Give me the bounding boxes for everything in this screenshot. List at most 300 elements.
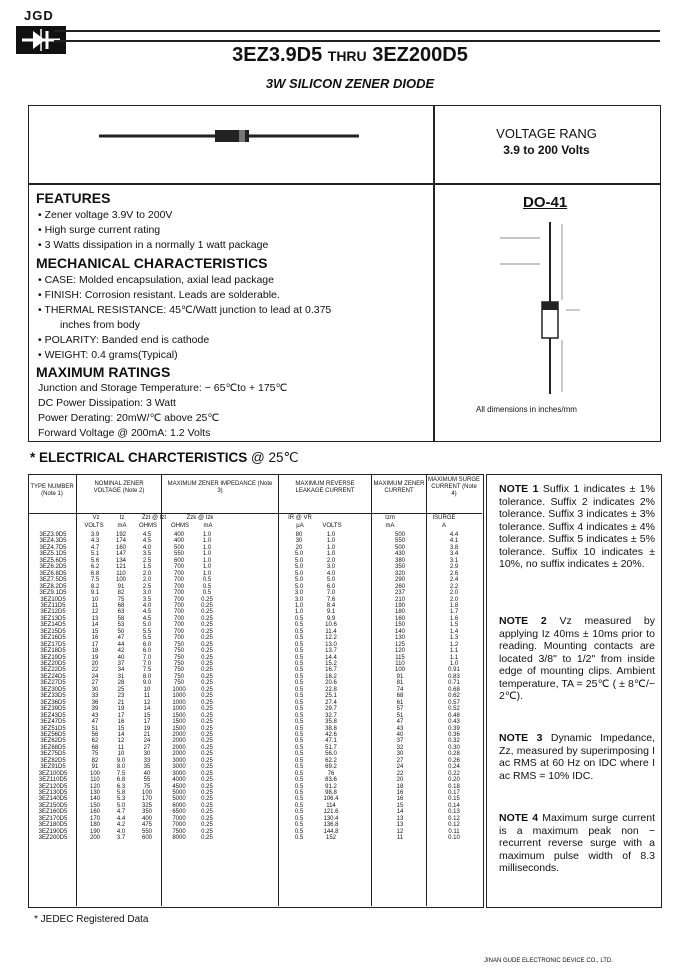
izm-cell: 180 [394,609,405,616]
zzk-cell: 8000 [172,835,186,842]
type-cell: 3EZ11D5 [40,602,66,609]
izm-cell: 24 [396,764,404,771]
iz-cell: 5.3 [116,796,126,803]
vz-cell: 13 [91,615,99,622]
vz-cell: 120 [89,783,100,790]
type-cell: 3EZ170D5 [38,815,68,822]
zzt-cell: 325 [141,802,152,809]
iz-cell: 68 [117,602,125,609]
rating-item: Forward Voltage @ 200mA: 1.2 Volts [38,427,211,439]
izm-cell: 260 [394,583,405,590]
zzt-cell: 2.0 [142,570,152,577]
zzk-cell: 400 [173,538,184,545]
ir-cell: 0.5 [294,725,304,732]
iz-cell: 4.2 [116,822,126,829]
izk-cell: 0.25 [201,699,213,706]
izm-cell: 30 [396,751,404,758]
zzt-cell: 5.5 [142,628,152,635]
type-cell: 3EZ5.6D5 [39,557,67,564]
zzk-cell: 700 [173,622,184,629]
iz-cell: 8.0 [116,764,126,771]
izk-cell: 0.25 [201,731,213,738]
izk-cell: 0.25 [201,667,213,674]
ir-cell: 0.5 [294,699,304,706]
surge-cell: 0.68 [448,686,460,693]
izk-cell: 0.25 [201,751,213,758]
izk-cell: 0.25 [201,706,213,713]
vz-cell: 36 [91,699,99,706]
iz-cell: 10 [117,751,125,758]
surge-cell: 2.2 [449,583,459,590]
iz-cell: 25 [117,686,125,693]
surge-cell: 2.0 [449,590,459,597]
zzk-cell: 6000 [172,802,186,809]
zzk-cell: 550 [173,551,184,558]
vz-cell: 5.1 [90,551,100,558]
surge-cell: 0.71 [448,680,460,687]
zzk-cell: 750 [173,680,184,687]
ir-cell: 0.5 [294,796,304,803]
zzk-cell: 700 [173,635,184,642]
izk-cell: 0.25 [201,815,213,822]
vz-cell: 24 [91,673,99,680]
zzt-cell: 400 [141,815,152,822]
vz-cell: 20 [91,661,99,667]
zzk-cell: 700 [173,570,184,577]
zzt-cell: 30 [143,751,151,758]
vz-cell: 75 [91,751,99,758]
izk-cell: 0.25 [201,744,213,751]
surge-cell: 3.1 [449,557,459,564]
izk-cell: 0.25 [201,790,213,796]
ir-cell: 0.5 [294,731,304,738]
vr-cell: 12.2 [325,635,337,642]
surge-cell: 2.9 [449,564,459,571]
note-label: NOTE 2 [499,615,547,627]
iz-cell: 31 [117,673,125,680]
table-divider [161,474,162,906]
surge-cell: 1.0 [449,661,459,667]
type-cell: 3EZ4.3D5 [39,538,67,545]
vz-cell: 8.2 [90,583,100,590]
vr-cell: 3.0 [326,564,336,571]
izm-cell: 68 [396,693,404,700]
surge-cell: 1.7 [449,609,459,616]
zzt-cell: 7.0 [142,661,152,667]
type-cell: 3EZ8.2D5 [39,583,67,590]
surge-cell: 1.2 [449,641,459,648]
surge-cell: 4.4 [449,532,459,538]
zzt-cell: 3.5 [142,596,152,603]
izk-cell: 1.0 [202,570,212,577]
ir-cell: 0.5 [294,738,304,745]
type-cell: 3EZ110D5 [38,777,68,784]
vz-cell: 11 [91,602,99,609]
note-text: Maximum surge current is a maximum peak non − recurrent reverse surge with a maximum pulse width of 8.3 milliseconds. [499,812,655,874]
izk-cell: 0.25 [201,641,213,648]
vr-cell: 136.8 [323,822,339,829]
surge-cell: 1.3 [449,635,459,642]
izm-cell: 11 [396,835,404,842]
unit-cell: mA [203,523,213,529]
izm-cell: 210 [394,596,405,603]
zzk-cell: 400 [173,532,184,538]
izk-cell: 0.25 [201,673,213,680]
vr-cell: 98.8 [325,790,337,796]
iz-cell: 75 [117,596,125,603]
col-header-leakage: MAXIMUM REVERSE LEAKAGE CURRENT [295,481,355,494]
mechanical-item: inches from body [60,319,140,331]
zzt-cell: 11 [143,693,151,700]
zzt-cell: 15 [143,712,151,719]
izm-cell: 20 [396,777,404,784]
ir-cell: 0.5 [294,615,304,622]
ir-cell: 1.0 [294,602,304,609]
ir-cell: 0.5 [294,628,304,635]
zzk-cell: 1000 [172,706,186,713]
vz-cell: 4.7 [90,544,100,551]
zzt-cell: 4.5 [142,615,152,622]
izm-cell: 81 [396,680,404,687]
col-header-nominal: NOMINAL ZENER VOLTAGE (Note 2) [93,481,145,494]
ir-cell: 5.0 [294,583,304,590]
company-name: JINAN GUDE ELECTRONIC DEVICE CO., LTD. [484,958,613,964]
izm-cell: 43 [396,725,404,732]
zzk-cell: 1500 [172,712,186,719]
voltage-range-title: VOLTAGE RANG [496,126,597,141]
zzk-cell: 1500 [172,725,186,732]
vz-cell: 160 [89,809,100,816]
type-cell: 3EZ10D5 [40,596,66,603]
title-thru: THRU [327,48,367,64]
surge-cell: 0.32 [448,738,460,745]
vz-cell: 16 [91,635,99,642]
vr-cell: 20.6 [325,680,337,687]
type-cell: 3EZ82D5 [40,757,66,764]
vr-cell: 152 [325,835,336,842]
izk-cell: 0.25 [201,822,213,829]
iz-cell: 4.7 [116,809,126,816]
vr-cell: 6.0 [326,583,336,590]
mechanical-item: • POLARITY: Banded end is cathode [38,334,210,346]
zzt-cell: 40 [143,770,151,777]
iz-cell: 82 [117,590,125,597]
izm-cell: 18 [396,783,404,790]
iz-cell: 53 [117,622,125,629]
zzt-cell: 6.0 [142,641,152,648]
izm-cell: 110 [395,661,405,667]
vr-cell: 2.0 [326,557,336,564]
zzt-cell: 21 [143,731,151,738]
vz-cell: 180 [89,822,100,829]
izm-cell: 380 [394,557,405,564]
features-heading: FEATURES [36,190,111,206]
surge-cell: 0.24 [448,764,460,771]
type-cell: 3EZ18D5 [40,648,66,655]
type-cell: 3EZ140D5 [38,796,68,803]
vz-cell: 4.3 [90,538,100,545]
vz-cell: 12 [91,609,99,616]
izm-cell: 57 [396,706,404,713]
iz-cell: 160 [115,544,126,551]
page-subtitle: 3W SILICON ZENER DIODE [265,76,435,91]
surge-cell: 0.10 [448,835,460,842]
type-cell: 3EZ160D5 [38,809,68,816]
ir-cell: 0.5 [294,790,304,796]
vz-cell: 33 [91,693,99,700]
ir-cell: 0.5 [294,622,304,629]
iz-cell: 50 [117,628,125,635]
vz-cell: 56 [91,731,99,738]
zzk-cell: 3000 [172,757,186,764]
vr-cell: 16.7 [325,667,337,674]
izm-cell: 16 [396,796,404,803]
type-cell: 3EZ62D5 [40,738,66,745]
surge-cell: 0.15 [448,796,460,803]
vz-cell: 170 [89,815,100,822]
iz-cell: 147 [115,551,126,558]
zzt-cell: 3.0 [142,590,152,597]
note-label: NOTE 4 [499,812,539,824]
zzk-cell: 750 [173,661,184,667]
package-dimension-note: All dimensions in inches/mm [476,405,577,414]
zzk-cell: 5000 [172,790,186,796]
electrical-heading [30,450,299,466]
iz-cell: 40 [117,654,125,661]
surge-cell: 1.1 [449,648,459,655]
ir-cell: 0.5 [294,764,304,771]
izm-cell: 13 [396,815,404,822]
zzt-cell: 550 [141,828,152,835]
zzk-cell: 2000 [172,738,186,745]
note-1 [499,483,655,571]
zzk-cell: 1000 [172,693,186,700]
ir-cell: 0.5 [294,673,304,680]
zzt-cell: 33 [143,757,151,764]
table-divider [371,474,372,906]
ir-cell: 1.0 [294,609,304,616]
vr-cell: 5.0 [326,577,336,584]
ir-cell: 0.5 [294,635,304,642]
izk-cell: 0.25 [201,783,213,790]
surge-cell: 0.57 [448,699,460,706]
vr-cell: 42.6 [325,731,337,738]
note-text: Vz measured by applying Iz 40ms ± 10ms prior to reading. Mounting contacts are located 3/8" to 1/2" from inside edge of mounting clips. Ambient temperature, TA = 25℃ ( ± 8℃/− 2℃). [499,615,655,702]
zzk-cell: 2000 [172,731,186,738]
iz-cell: 37 [117,661,125,667]
vr-cell: 22.8 [325,686,337,693]
rating-item: DC Power Dissipation: 3 Watt [38,397,176,409]
vz-cell: 47 [91,719,99,726]
note-2 [499,615,655,703]
vz-cell: 19 [91,654,99,661]
ratings-heading: MAXIMUM RATINGS [36,364,171,380]
mechanical-item: • WEIGHT: 0.4 grams(Typical) [38,349,178,361]
unit-cell: VOLTS [322,523,342,529]
izm-cell: 350 [394,564,405,571]
izk-cell: 1.0 [202,532,212,538]
izk-cell: 0.5 [202,590,212,597]
vr-cell: 7.0 [326,590,336,597]
table-header-divider [28,513,482,514]
zzt-cell: 2.5 [142,557,152,564]
vr-cell: 4.0 [326,570,336,577]
type-cell: 3EZ200D5 [38,835,68,842]
izk-cell: 0.25 [201,648,213,655]
table-divider [426,474,427,906]
type-cell: 3EZ6.2D5 [39,564,67,571]
surge-cell: 1.5 [449,622,459,629]
iz-cell: 19 [117,706,125,713]
zzk-cell: 700 [173,602,184,609]
ir-cell: 0.5 [294,680,304,687]
iz-cell: 91 [117,583,125,590]
zzt-cell: 14 [143,706,151,713]
type-cell: 3EZ68D5 [40,744,66,751]
izk-cell: 0.25 [201,635,213,642]
vz-cell: 6.2 [90,564,100,571]
izm-cell: 15 [396,802,404,809]
izk-cell: 0.25 [201,828,213,835]
ir-cell: 5.0 [294,570,304,577]
vr-cell: 9.9 [326,615,336,622]
ir-cell: 0.5 [294,757,304,764]
izm-cell: 47 [396,719,404,726]
ir-cell: 0.5 [294,751,304,758]
zzt-cell: 2.0 [142,577,152,584]
izm-cell: 150 [394,622,405,629]
surge-cell: 0.39 [448,725,460,732]
zzt-cell: 10 [143,686,151,693]
izk-cell: 0.25 [201,602,213,609]
zzk-cell: 700 [173,609,184,616]
surge-cell: 0.52 [448,706,460,713]
iz-cell: 5.8 [116,790,126,796]
iz-cell: 63 [117,609,125,616]
izk-cell: 0.5 [202,577,212,584]
unit-cell: mA [385,523,395,529]
header-rule-top [54,30,660,32]
ir-cell: 0.5 [294,712,304,719]
zzt-cell: 8.0 [142,673,152,680]
zzk-cell: 1000 [172,686,186,693]
vr-cell: 121.6 [323,809,339,816]
izm-cell: 27 [396,757,404,764]
izk-cell: 0.25 [201,686,213,693]
zzt-cell: 7.5 [142,667,152,674]
zzt-cell: 35 [143,764,151,771]
izk-cell: 0.25 [201,809,213,816]
iz-cell: 28 [117,680,125,687]
zzk-cell: 750 [173,641,184,648]
zzt-cell: 1.5 [142,564,152,571]
zzt-cell: 27 [143,744,151,751]
table-divider [76,474,77,906]
vz-cell: 150 [89,802,100,809]
vz-cell: 110 [90,777,100,784]
zzk-cell: 1000 [172,699,186,706]
col-header-max-zener: MAXIMUM ZENER CURRENT [373,481,425,494]
surge-cell: 0.18 [448,783,460,790]
izk-cell: 0.25 [201,770,213,777]
zzk-cell: 4500 [172,783,186,790]
izm-cell: 500 [394,544,405,551]
iz-cell: 42 [117,648,125,655]
zzt-cell: 100 [141,790,152,796]
izm-cell: 13 [396,822,404,829]
type-cell: 3EZ7.5D5 [39,577,67,584]
ir-cell: 0.5 [294,719,304,726]
zzk-cell: 3000 [172,764,186,771]
vr-cell: 1.0 [326,532,336,538]
zzk-cell: 700 [173,577,184,584]
type-cell: 3EZ120D5 [38,783,68,790]
zzt-cell: 7.0 [142,654,152,661]
vr-cell: 130.4 [323,815,339,822]
page-title [0,44,700,67]
surge-cell: 1.8 [449,602,459,609]
izk-cell: 0.25 [201,661,213,667]
vz-cell: 62 [91,738,99,745]
surge-cell: 2.6 [449,570,459,577]
type-cell: 3EZ9.1D5 [39,590,67,597]
izm-cell: 120 [394,648,405,655]
zzt-cell: 4.0 [142,602,152,609]
izm-cell: 320 [394,570,405,577]
vr-cell: 15.2 [325,661,337,667]
zzk-cell: 2000 [172,751,186,758]
vz-cell: 14 [91,622,99,629]
type-cell: 3EZ24D5 [40,673,66,680]
vr-cell: 29.7 [325,706,337,713]
table-divider [278,474,279,906]
surge-cell: 1.1 [449,654,459,661]
iz-cell: 44 [117,641,125,648]
surge-cell: 0.30 [448,744,460,751]
vz-cell: 18 [91,648,99,655]
surge-cell: 0.12 [448,822,460,829]
mechanical-item: • CASE: Molded encapsulation, axial lead package [38,274,274,286]
surge-cell: 0.62 [448,693,460,700]
note-3 [499,732,655,782]
vr-cell: 18.2 [325,673,337,680]
vz-cell: 82 [91,757,99,764]
izk-cell: 0.25 [201,738,213,745]
zzk-cell: 700 [173,596,184,603]
type-cell: 3EZ36D5 [40,699,66,706]
package-outline-icon [470,212,630,402]
ir-cell: 30 [295,538,303,545]
unit-cell: OHMS [139,523,157,529]
iz-cell: 14 [117,731,125,738]
zzk-cell: 700 [173,628,184,635]
vr-cell: 91.2 [325,783,337,790]
izk-cell: 0.25 [201,835,213,842]
type-cell: 3EZ180D5 [38,822,68,829]
jedec-footnote: * JEDEC Registered Data [34,914,149,925]
type-cell: 3EZ100D5 [38,770,68,777]
surge-cell: 0.11 [448,828,460,835]
type-cell: 3EZ3.9D5 [39,532,67,538]
vz-cell: 200 [89,835,100,842]
zzk-cell: 7000 [172,815,186,822]
izk-cell: 0.25 [201,777,213,784]
diode-image-box [28,105,434,184]
type-cell: 3EZ4.7D5 [39,544,67,551]
izk-cell: 0.25 [201,622,213,629]
vz-cell: 43 [91,712,99,719]
ir-cell: 0.5 [294,667,304,674]
